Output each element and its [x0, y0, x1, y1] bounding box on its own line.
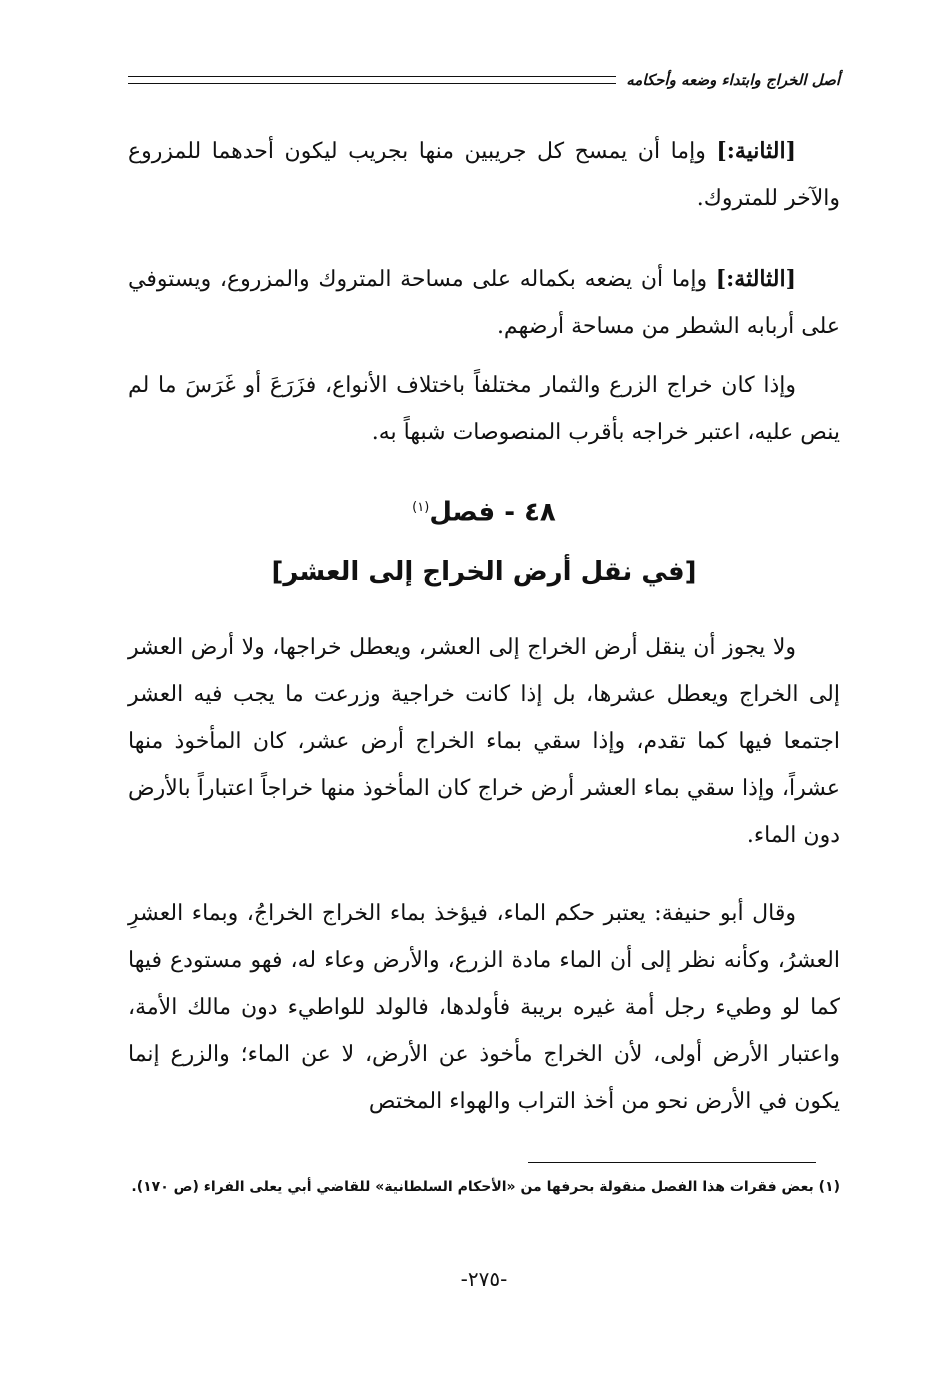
paragraph-lead: [الثانية:] [716, 138, 796, 164]
section-title: [في نقل أرض الخراج إلى العشر] [271, 557, 697, 587]
paragraph-third-method [128, 256, 840, 350]
paragraph-abu-hanifa [128, 890, 840, 1125]
paragraph-text: وإذا كان خراج الزرع والثمار مختلفاً باختلاف الأنواع، فزَرَعَ أو غَرَسَ ما لم ينص عليه، اعتبر خراجه بأقرب المنصوصات شبهاً به. [128, 373, 840, 445]
footnote-text: (١) بعض فقرات هذا الفصل منقولة بحرفها من «الأحكام السلطانية» للقاضي أبي يعلى الفراء (ص ١٧٠). [131, 1179, 840, 1195]
page-number: -٢٧٥- [460, 1267, 508, 1291]
paragraph-lead: [الثالثة:] [715, 266, 796, 292]
running-header [128, 66, 840, 94]
paragraph-text: وإما أن يضعه بكماله على مساحة المتروك والمزروع، ويستوفي على أربابه الشطر من مساحة أرضهم. [128, 267, 840, 339]
paragraph-crop-types [128, 362, 840, 456]
footnote-separator [528, 1162, 816, 1163]
paragraph-text: وقال أبو حنيفة: يعتبر حكم الماء، فيؤخذ بماء الخراج الخراجُ، وبماء العشرِ العشرُ، وكأنه نظر إلى أن الماء مادة الزرع، والأرض وعاء له، فهو مستودع فيها كما لو وطيء رجل أمة غيره بريبة فأولدها، فالولد للواطيء دون مالك الأمة، واعتبار الأرض أولى، لأن الخراج مأخوذ عن الأرض، لا عن الماء؛ والزرع إنما يكون في الأرض نحو من أخذ التراب والهواء المختص [128, 901, 840, 1114]
section-heading-number [128, 488, 840, 533]
section-number: ٤٨ - فصل [429, 497, 556, 528]
paragraph-land-transfer [128, 624, 840, 859]
paragraph-text: ولا يجوز أن ينقل أرض الخراج إلى العشر، ويعطل خراجها، ولا أرض العشر إلى الخراج ويعطل عشرها، بل إذا كانت خراجية وزرعت ما يجب فيه العشر اجتمعا فيها كما تقدم، وإذا سقي بماء الخراج أرض عشر، كان المأخوذ منها عشراً، وإذا سقي بماء العشر أرض خراج كان المأخوذ منها خراجاً اعتباراً بالأرض دون الماء. [128, 635, 840, 848]
footnote-reference: (١) [412, 500, 430, 515]
header-double-rule [128, 76, 616, 84]
paragraph-text: وإما أن يمسح كل جريبين منها بجريب ليكون أحدهما للمزروع والآخر للمتروك. [128, 139, 840, 211]
running-header-title: أصل الخراج وابتداء وضعه وأحكامه [626, 71, 840, 89]
paragraph-second-method [128, 128, 840, 222]
footnote [128, 1170, 840, 1204]
